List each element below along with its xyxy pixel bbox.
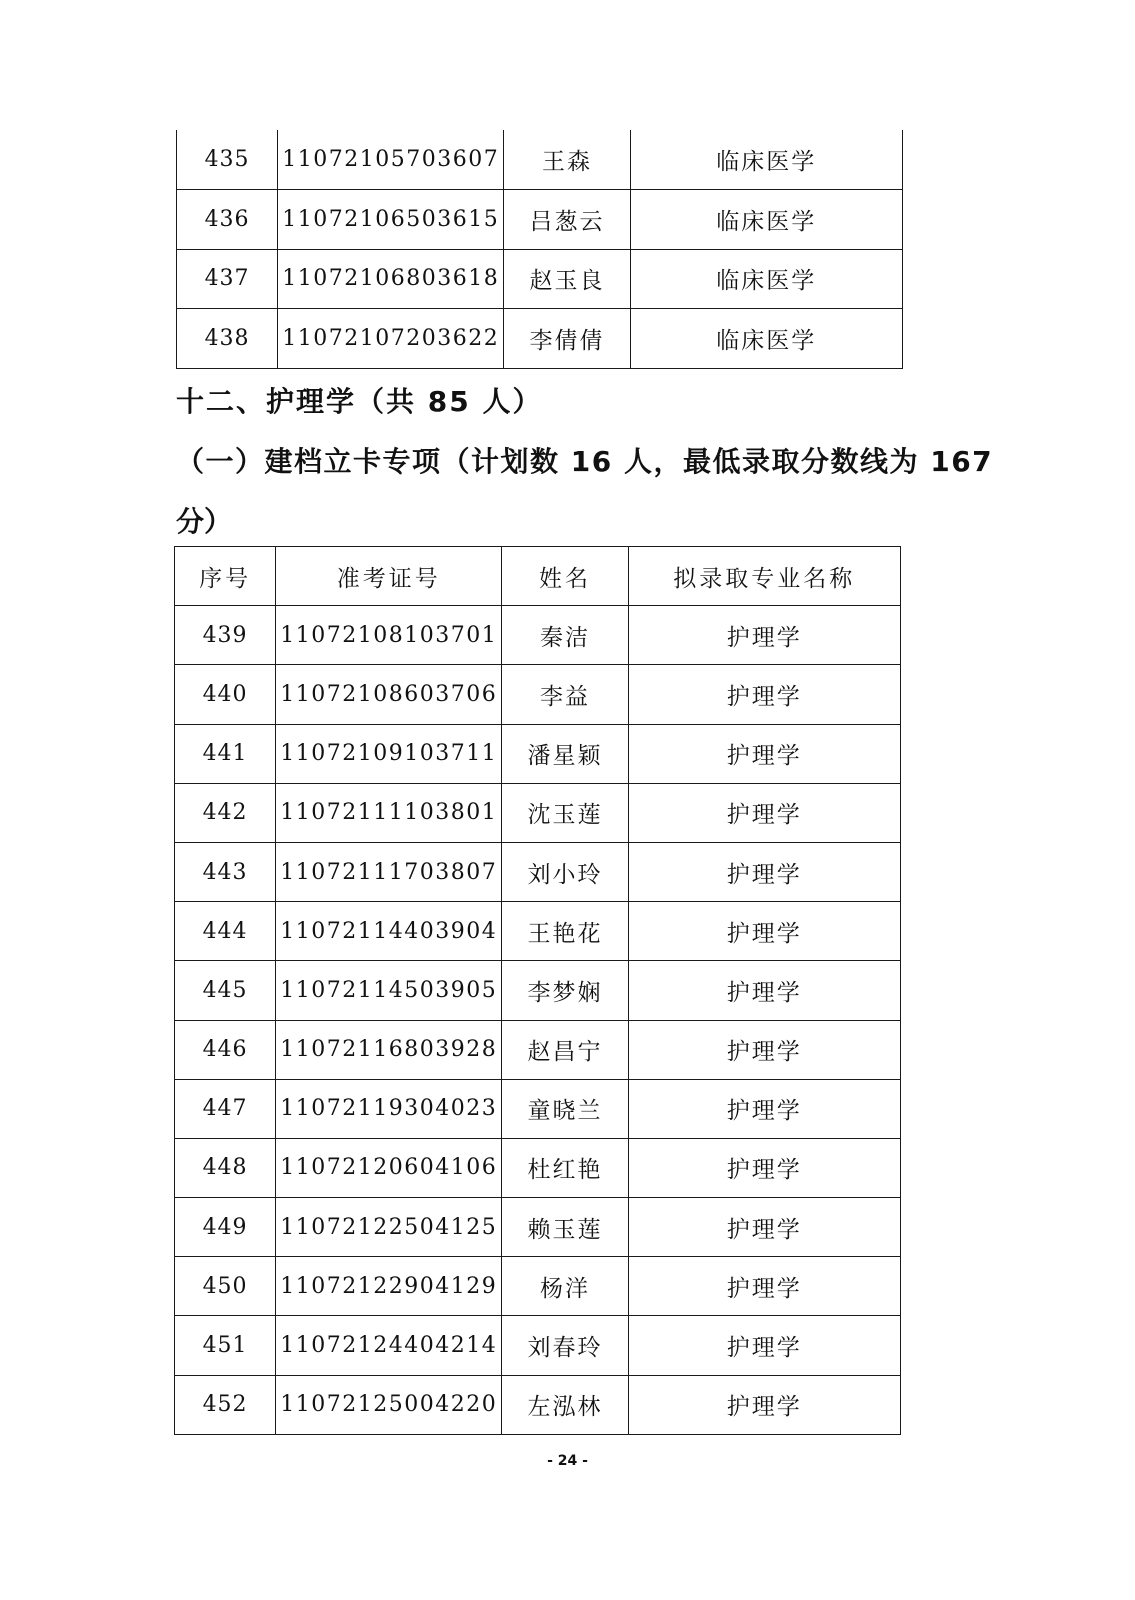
cell-exam-id: 11072107203622 (278, 309, 504, 369)
cell-serial: 447 (175, 1079, 276, 1138)
cell-exam-id: 11072111103801 (276, 783, 502, 842)
header-cell-exam-id: 准考证号 (276, 547, 502, 606)
table-row (175, 665, 901, 724)
continued-admission-table (176, 130, 903, 369)
table-row (175, 1198, 901, 1257)
cell-name: 李倩倩 (504, 309, 630, 369)
cell-serial: 440 (175, 665, 276, 724)
cell-major: 护理学 (628, 842, 900, 901)
table-row (175, 961, 901, 1020)
nursing-admission-table (174, 546, 901, 1435)
cell-exam-id: 11072122504125 (276, 1198, 502, 1257)
cell-serial: 452 (175, 1375, 276, 1434)
table-row (175, 1138, 901, 1197)
table-row (177, 249, 903, 309)
cell-exam-id: 11072108603706 (276, 665, 502, 724)
cell-name: 李梦娴 (502, 961, 628, 1020)
cell-serial: 442 (175, 783, 276, 842)
cell-serial: 438 (177, 309, 278, 369)
table-row (175, 902, 901, 961)
cell-exam-id: 11072106503615 (278, 190, 504, 250)
cell-major: 护理学 (628, 1375, 900, 1434)
cell-exam-id: 11072114403904 (276, 902, 502, 961)
cell-major: 护理学 (628, 783, 900, 842)
cell-major: 护理学 (628, 1020, 900, 1079)
cell-name: 王艳花 (502, 902, 628, 961)
cell-name: 吕葱云 (504, 190, 630, 250)
table-row (175, 1257, 901, 1316)
cell-serial: 451 (175, 1316, 276, 1375)
cell-name: 杜红艳 (502, 1138, 628, 1197)
cell-serial: 435 (177, 130, 278, 190)
cell-serial: 448 (175, 1138, 276, 1197)
cell-major: 护理学 (628, 665, 900, 724)
header-cell-major: 拟录取专业名称 (628, 547, 900, 606)
table-row (175, 724, 901, 783)
cell-name: 潘星颖 (502, 724, 628, 783)
cell-serial: 450 (175, 1257, 276, 1316)
cell-major: 护理学 (628, 1316, 900, 1375)
cell-name: 赖玉莲 (502, 1198, 628, 1257)
cell-name: 赵昌宁 (502, 1020, 628, 1079)
cell-serial: 444 (175, 902, 276, 961)
cell-major: 护理学 (628, 606, 900, 665)
cell-name: 杨洋 (502, 1257, 628, 1316)
table-row (175, 1316, 901, 1375)
cell-exam-id: 11072106803618 (278, 249, 504, 309)
subsection-title-line-1: （一）建档立卡专项（计划数 16 人，最低录取分数线为 167 (176, 445, 994, 478)
cell-major: 临床医学 (630, 309, 902, 369)
cell-exam-id: 11072105703607 (278, 130, 504, 190)
header-cell-serial: 序号 (175, 547, 276, 606)
table-row (175, 783, 901, 842)
page-number: - 24 - (547, 1453, 588, 1469)
cell-exam-id: 11072124404214 (276, 1316, 502, 1375)
table-row (175, 1079, 901, 1138)
cell-exam-id: 11072119304023 (276, 1079, 502, 1138)
section-title: 十二、护理学（共 85 人） (176, 385, 543, 418)
cell-serial: 445 (175, 961, 276, 1020)
cell-serial: 449 (175, 1198, 276, 1257)
cell-exam-id: 11072108103701 (276, 606, 502, 665)
cell-exam-id: 11072122904129 (276, 1257, 502, 1316)
nursing-table-body (175, 547, 901, 1435)
cell-serial: 436 (177, 190, 278, 250)
cell-name: 左泓林 (502, 1375, 628, 1434)
cell-name: 王森 (504, 130, 630, 190)
cell-serial: 439 (175, 606, 276, 665)
cell-major: 临床医学 (630, 190, 902, 250)
subsection-title-line-2: 分） (176, 505, 233, 538)
cell-major: 护理学 (628, 1079, 900, 1138)
table-row (175, 606, 901, 665)
cell-major: 护理学 (628, 1138, 900, 1197)
cell-major: 护理学 (628, 724, 900, 783)
table-row (175, 1020, 901, 1079)
cell-exam-id: 11072109103711 (276, 724, 502, 783)
cell-exam-id: 11072125004220 (276, 1375, 502, 1434)
cell-major: 临床医学 (630, 130, 902, 190)
cell-exam-id: 11072116803928 (276, 1020, 502, 1079)
table-row (177, 309, 903, 369)
cell-serial: 443 (175, 842, 276, 901)
table-row (177, 130, 903, 190)
cell-name: 秦洁 (502, 606, 628, 665)
cell-exam-id: 11072111703807 (276, 842, 502, 901)
cell-major: 临床医学 (630, 249, 902, 309)
cell-name: 李益 (502, 665, 628, 724)
cell-name: 刘小玲 (502, 842, 628, 901)
cell-exam-id: 11072120604106 (276, 1138, 502, 1197)
cell-major: 护理学 (628, 902, 900, 961)
cell-name: 赵玉良 (504, 249, 630, 309)
table-row (175, 1375, 901, 1434)
table-row (177, 190, 903, 250)
cell-serial: 446 (175, 1020, 276, 1079)
table-row (175, 842, 901, 901)
cell-major: 护理学 (628, 961, 900, 1020)
cell-serial: 441 (175, 724, 276, 783)
cell-major: 护理学 (628, 1198, 900, 1257)
cell-serial: 437 (177, 249, 278, 309)
cell-name: 刘春玲 (502, 1316, 628, 1375)
table-header-row (175, 547, 901, 606)
cell-name: 童晓兰 (502, 1079, 628, 1138)
header-cell-name: 姓名 (502, 547, 628, 606)
cell-name: 沈玉莲 (502, 783, 628, 842)
cell-major: 护理学 (628, 1257, 900, 1316)
cell-exam-id: 11072114503905 (276, 961, 502, 1020)
continued-table-body (177, 130, 903, 368)
